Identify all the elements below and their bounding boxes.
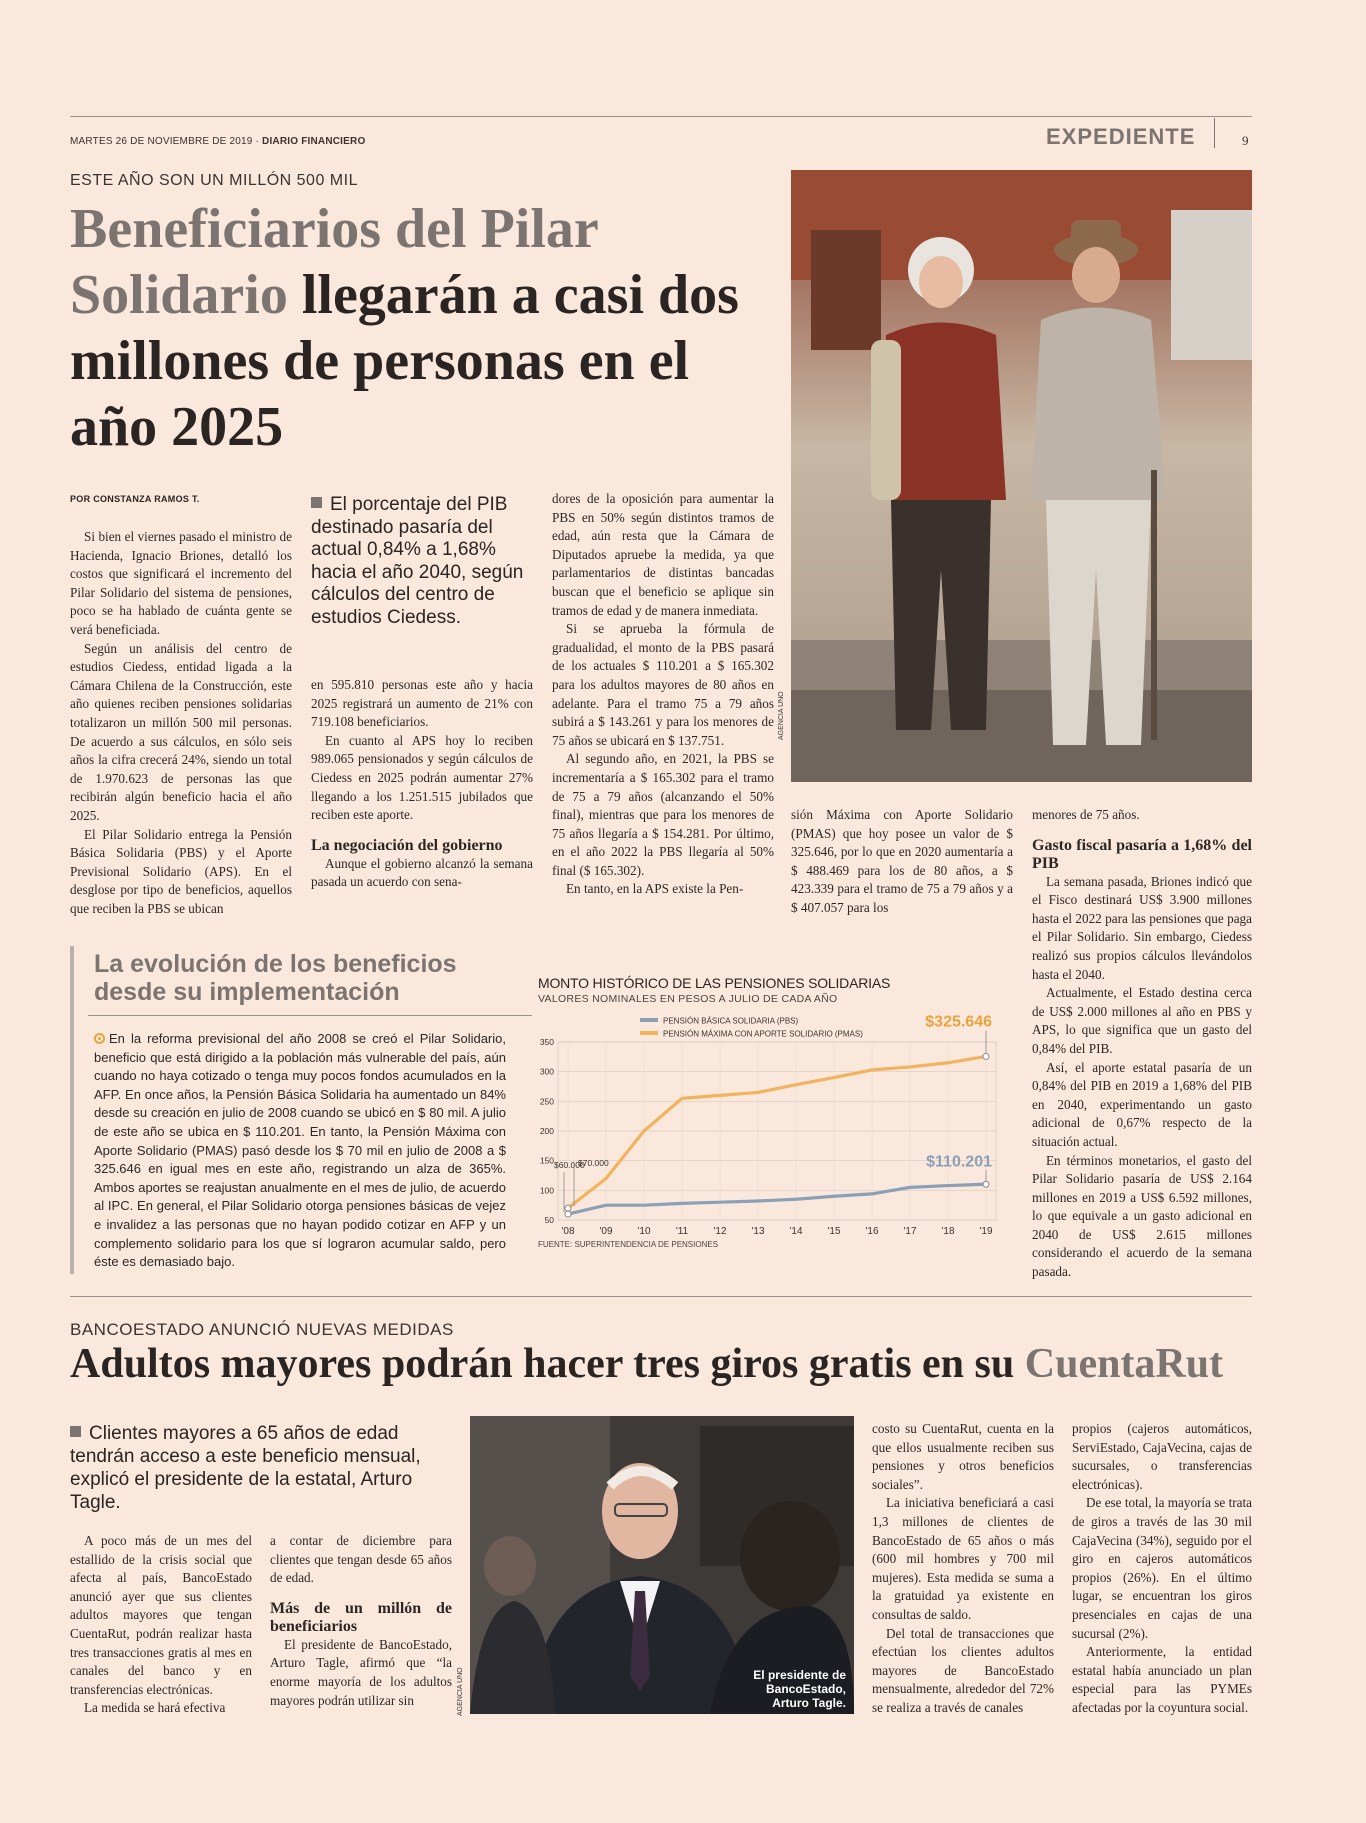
data-point [983,1181,989,1187]
article1-headline: Beneficiarios del Pilar Solidario llegarán a casi dos millones de personas en el año 2025 [70,198,739,458]
subheading: Más de un millón de beneficiarios [270,1599,452,1635]
evolution-side-bar [70,946,74,1274]
target-bullet-icon [94,1033,105,1044]
x-tick-label: '13 [751,1226,765,1237]
paragraph: Actualmente, el Estado destina cerca de US$ 2.000 millones al año en PBS y APS, lo que significa que un gasto del 0,84% del PIB. [1032,985,1252,1056]
data-point [983,1053,989,1059]
paragraph: Anteriormente, la entidad estatal había anunciado un plan especial para las PYMEs afectadas por la coyuntura social. [1072,1644,1252,1715]
x-tick-label: '09 [599,1226,613,1237]
article2-column-3 [872,1420,1054,1718]
subheading: La negociación del gobierno [311,836,503,854]
article1-column-4 [791,806,1013,918]
page-number: 9 [1242,133,1249,148]
chart-title: MONTO HISTÓRICO DE LAS PENSIONES SOLIDARIAS [538,975,891,991]
x-tick-label: '17 [903,1226,917,1237]
series-line [568,1184,986,1214]
photo2-credit: AGENCIA UNO [457,1667,464,1716]
paragraph: a contar de diciembre para clientes que tengan desde 65 años de edad. [270,1533,452,1586]
pensions-line-chart [530,1008,1000,1256]
y-tick-label: 350 [539,1037,554,1047]
chart-subtitle: VALORES NOMINALES EN PESOS A JULIO DE CADA AÑO [538,993,838,1005]
x-tick-label: '16 [865,1226,879,1237]
y-tick-label: 300 [539,1066,554,1077]
x-tick-label: '18 [941,1226,955,1237]
x-tick-label: '12 [713,1226,727,1237]
evolution-title: La evolución de los beneficios desde su implementación [94,950,457,1006]
x-tick-label: '08 [561,1226,575,1237]
article2-column-4 [1072,1420,1252,1718]
pmas-end-label: $325.646 [925,1013,992,1031]
subheading: Gasto fiscal pasaría a 1,68% del PIB [1032,836,1252,872]
paragraph: En cuanto al APS hoy lo reciben 989.065 pensionados y según cálculos de Ciedess en 2025 podrán aumentar 27% llegando a los 1.251.515 jubilados que reciben este aporte. [311,732,533,823]
photo2-caption: El presidente de BancoEstado, Arturo Tagle. [753,1668,846,1710]
paragraph: propios (cajeros automáticos, ServiEstado, CajaVecina, cajas de sucursales, o transferencias electrónicas). [1072,1421,1252,1492]
y-tick-label: 50 [544,1215,554,1225]
x-tick-label: '19 [979,1226,993,1237]
article2-headline: Adultos mayores podrán hacer tres giros gratis en su CuentaRut [70,1341,1224,1387]
x-tick-label: '10 [637,1226,651,1237]
paragraph: Según un análisis del centro de estudios Ciedess, entidad ligada a la Cámara Chilena de la Construcción, este año quienes reciben pensiones solidarias totalizaron un millón 500 mil personas. De acuerdo a sus cálculos, en sólo seis años la cifra crecerá 24%, siendo un total de 1.970.623 de personas las que recibirán algún beneficio hacia el año 2025. [70,640,292,823]
article2-column-1 [70,1532,252,1718]
paragraph: A poco más de un mes del estallido de la crisis social que afecta al país, BancoEstado anunció ayer que sus clientes adultos mayores que tengan CuentaRut, podrán realizar hasta tres transacciones gratis al mes en canales del banco y en transferencias electrónicas. [70,1533,252,1697]
article2-kicker: BANCOESTADO ANUNCIÓ NUEVAS MEDIDAS [70,1320,454,1339]
section-label: EXPEDIENTE [1046,124,1196,149]
x-tick-label: '11 [675,1226,689,1237]
y-tick-label: 150 [539,1155,554,1166]
section-divider [70,1296,1252,1297]
evolution-rule [88,1015,532,1016]
paragraph: Del total de transacciones que efectúan los clientes adultos mayores de BancoEstado mensualmente, alrededor del 72% se realiza a través de canales [872,1625,1054,1715]
article1-column-1 [70,528,292,918]
y-tick-label: 200 [539,1126,554,1136]
chart-source: FUENTE: SUPERINTENDENCIA DE PENSIONES [538,1240,719,1249]
y-tick-label: 100 [539,1185,554,1196]
article2-column-2 [270,1532,452,1710]
evolution-text: En la reforma previsional del año 2008 se creó el Pilar Solidario, beneficio que está dirigido a la población más vulnerable del país, aún cuando no haya cotizado o tenga muy pocos fondos acumulados en la AFP. En once años, la Pensión Básica Solidaria ha aumentado un 84% desde su creación en julio de 2008 cuando se ubicó en $ 80 mil. A julio de este año se ubica en $ 110.201. En tanto, la Pensión Máxima con Aporte Solidario (PMAS) pasó desde los $ 70 mil en julio de 2008 a $ 325.646 en igual mes en este año, registrando un alza de 365%. Ambos aportes se reajustan anualmente en el mes de julio, de acuerdo al IPC. En general, el Pilar Solidario otorga pensiones básicas de vejez e invalidez a las personas que no hayan podido cotizar en AFP y un complemento solidario para los que sí lograron acumular saldo, pero éste es demasiado bajo. [94,1031,506,1270]
paragraph: La iniciativa beneficiará a casi 1,3 millones de clientes de BancoEstado de 65 años o más (600 mil hombres y 700 mil mujeres). Esta medida se suma a la gratuidad ya existente en consultas de saldo. [872,1495,1054,1622]
paragraph: sión Máxima con Aporte Solidario (PMAS) que hoy posee un valor de $ 325.646, por lo que en 2020 aumentaría a $ 488.469 para los de 80 años, a $ 423.339 para el tramo de 75 a 79 años y a $ 407.057 para los [791,807,1013,915]
paragraph: en 595.810 personas este año y hacia 2025 registrará un aumento de 21% con 719.108 beneficiarios. [311,677,533,730]
header-rule [70,116,1252,117]
x-tick-label: '15 [827,1226,841,1237]
data-point [565,1211,571,1217]
x-tick-label: '14 [789,1226,803,1237]
dateline: MARTES 26 DE NOVIEMBRE DE 2019 · DIARIO FINANCIERO [70,136,366,147]
article1-column-3 [552,490,774,899]
pbs-start-label: $60.000 [554,1160,585,1171]
y-tick-label: 250 [539,1096,554,1107]
paragraph: Aunque el gobierno alcanzó la semana pasada un acuerdo con sena- [311,855,533,890]
data-point [565,1205,571,1211]
photo1-credit: AGENCIA UNO [778,691,785,740]
square-bullet-icon [70,1426,81,1437]
paragraph: Al segundo año, en 2021, la PBS se incrementaría a $ 165.302 para el tramo de 75 a 79 años (alcanzando el 50% final), mientras que para los menores de 75 años llegaría a $ 154.281. Por último, en el año 2022 la PBS llegaría al 50% final ($ 165.302). [552,751,774,878]
paragraph: El Pilar Solidario entrega la Pensión Básica Solidaria (PBS) y el Aporte Previsional Solidario (APS). En el desglose por tipo de beneficios, aquellos que reciben la PBS se ubican [70,826,292,916]
paragraph: costo su CuentaRut, cuenta en la que ellos usualmente reciben sus pensiones y otros beneficios sociales”. [872,1421,1054,1492]
paragraph: Si se aprueba la fórmula de gradualidad, el monto de la PBS pasará de los actuales $ 110.201 a $ 165.302 para los adultos mayores de 80 años en adelante. Para el tramo 75 a 79 años subirá a $ 143.261 y para los menores de 75 años se ubicará en $ 137.751. [552,621,774,748]
paragraph: La medida se hará efectiva [84,1700,226,1716]
paragraph: Así, el aporte estatal pasaría de un 0,84% del PIB en 2019 a 1,68% del PIB en 2040, experimentando un gasto adicional de 0,67% respecto de la situación actual. [1032,1059,1252,1149]
paragraph: En términos monetarios, el gasto del Pilar Solidario pasaría de US$ 2.164 millones en 2019 a US$ 6.592 millones, lo que equivale a un gasto adicional en 2040 de US$ 2.615 millones considerando el acuerdo de la semana pasada. [1032,1152,1252,1280]
article1-column-2 [311,676,533,892]
square-bullet-icon [311,497,322,508]
paragraph: El presidente de BancoEstado, Arturo Tagle, afirmó que “la enorme mayoría de los adultos mayores podrán utilizar sin [270,1636,452,1708]
paragraph: La semana pasada, Briones indicó que el Fisco destinará US$ 3.900 millones hasta el 2022 para las pensiones que paga el Pilar Solidario. Sin embargo, Ciedess realizó sus propios cálculos llevándolos hasta el 2040. [1032,873,1252,982]
article1-lead: El porcentaje del PIB destinado pasaría del actual 0,84% a 1,68% hacia el año 2040, según cálculos del centro de estudios Ciedess. [311,494,524,628]
legend-label: PENSIÓN MÁXIMA CON APORTE SOLIDARIO (PMAS) [663,1029,863,1039]
pmas-start-label: $70.000 [578,1158,609,1169]
paragraph: menores de 75 años. [1032,807,1140,822]
elderly-couple-photo [791,170,1252,782]
pbs-end-label: $110.201 [926,1153,992,1171]
section-separator [1214,118,1215,148]
legend-label: PENSIÓN BÁSICA SOLIDARIA (PBS) [663,1016,799,1026]
publication-name: DIARIO FINANCIERO [262,136,366,147]
article2-lead: Clientes mayores a 65 años de edad tendrán acceso a este beneficio mensual, explicó el presidente de la estatal, Arturo Tagle. [70,1423,421,1513]
paragraph: De ese total, la mayoría se trata de giros a través de las 30 mil CajaVecina (34%), seguido por el giro en cajeros automáticos propios (26%). En el último lugar, se encuentran los giros presenciales en cajas de una sucursal (2%). [1072,1495,1252,1641]
paragraph: dores de la oposición para aumentar la PBS en 50% según distintos tramos de edad, aún resta que la Cámara de Diputados apruebe la medida, ya que parlamentarios de distintas bancadas buscan que el beneficio se aplique sin tramos de edad y de manera inmediata. [552,491,774,618]
paragraph: Si bien el viernes pasado el ministro de Hacienda, Ignacio Briones, detalló los costos que significará el incremento del Pilar Solidario del sistema de pensiones, poco se ha hablado de cuánta gente se verá beneficiada. [70,529,292,637]
paragraph: En tanto, en la APS existe la Pen- [566,881,744,897]
article1-column-5 [1032,806,1252,1282]
article1-kicker: ESTE AÑO SON UN MILLÓN 500 MIL [70,172,358,189]
byline: POR CONSTANZA RAMOS T. [70,494,200,504]
